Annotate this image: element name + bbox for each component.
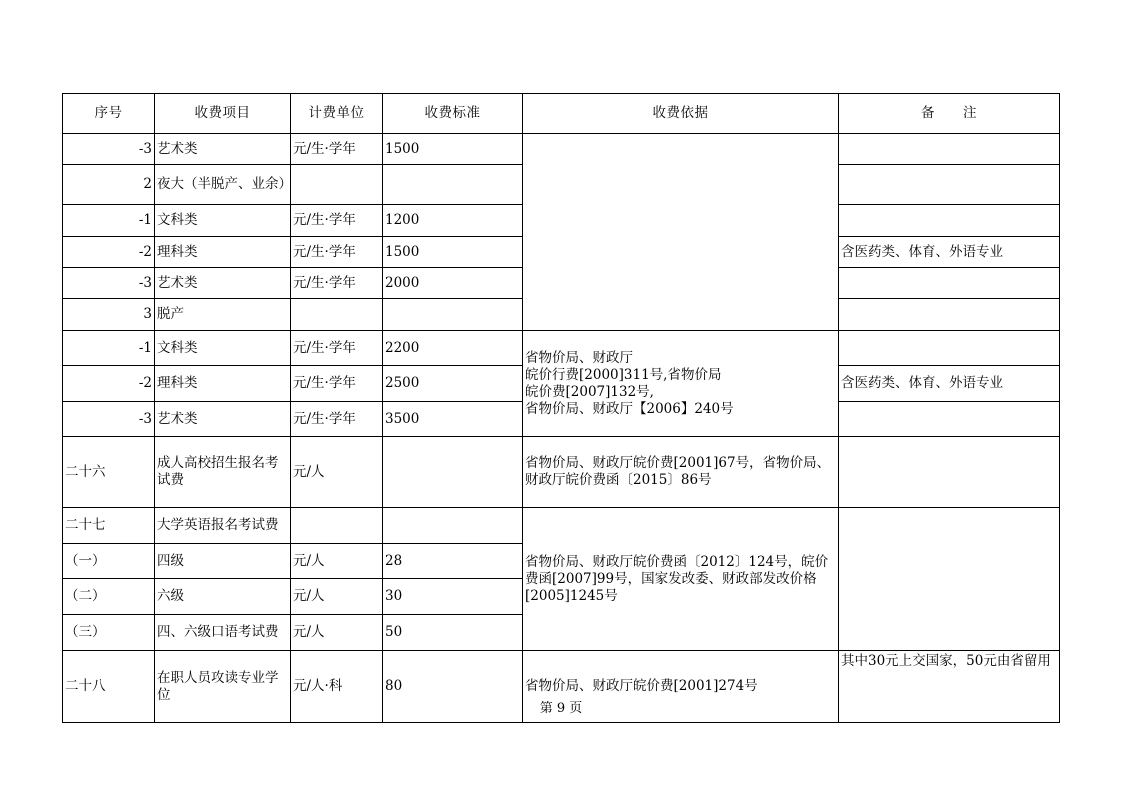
header-row [63, 94, 1060, 134]
cell-item: 理科类 [155, 237, 291, 268]
cell-unit: 元/生·学年 [291, 205, 383, 237]
cell-item: 大学英语报名考试费 [155, 508, 291, 544]
cell-seq: -1 [63, 331, 155, 366]
cell-seq: -3 [63, 402, 155, 437]
cell-unit: 元/人 [291, 437, 383, 508]
header-remark: 备 注 [839, 94, 1060, 134]
cell-unit: 元/生·学年 [291, 402, 383, 437]
cell-seq: 二十八 [63, 651, 155, 723]
table-row [63, 437, 1060, 508]
cell-item: 六级 [155, 579, 291, 615]
cell-remark [839, 134, 1060, 165]
header-unit: 计费单位 [291, 94, 383, 134]
cell-standard: 80 [383, 651, 523, 723]
cell-basis-block2 [523, 331, 839, 437]
cell-remark-block27 [839, 508, 1060, 651]
cell-unit [291, 299, 383, 331]
cell-seq: -3 [63, 268, 155, 299]
cell-standard: 28 [383, 544, 523, 579]
cell-remark: 含医药类、体育、外语专业 [839, 237, 1060, 268]
cell-seq: 2 [63, 165, 155, 205]
page-number: 第 9 页 [539, 701, 583, 716]
cell-standard: 1500 [383, 134, 523, 165]
cell-unit: 元/人·科 [291, 651, 383, 723]
cell-seq: -1 [63, 205, 155, 237]
cell-remark [839, 165, 1060, 205]
cell-remark [839, 299, 1060, 331]
cell-standard: 50 [383, 615, 523, 651]
cell-item: 四级 [155, 544, 291, 579]
table-row [63, 331, 1060, 366]
fee-table [62, 93, 1060, 723]
cell-standard: 2500 [383, 366, 523, 402]
cell-seq: （二） [63, 579, 155, 615]
cell-basis-block1 [523, 134, 839, 331]
cell-standard: 1500 [383, 237, 523, 268]
cell-remark [839, 205, 1060, 237]
cell-item: 理科类 [155, 366, 291, 402]
cell-item: 艺术类 [155, 134, 291, 165]
cell-seq: -2 [63, 237, 155, 268]
cell-standard [383, 508, 523, 544]
basis-line: 皖价费[2007]132号, [525, 383, 654, 400]
cell-standard [383, 165, 523, 205]
cell-standard: 3500 [383, 402, 523, 437]
cell-standard [383, 437, 523, 508]
cell-item: 夜大（半脱产、业余） [155, 165, 291, 205]
cell-remark [839, 437, 1060, 508]
cell-remark [839, 402, 1060, 437]
cell-unit: 元/生·学年 [291, 331, 383, 366]
cell-item: 在职人员攻读专业学位 [155, 651, 291, 723]
cell-remark: 含医药类、体育、外语专业 [839, 366, 1060, 402]
cell-item: 四、六级口语考试费 [155, 615, 291, 651]
cell-standard: 1200 [383, 205, 523, 237]
cell-unit: 元/生·学年 [291, 237, 383, 268]
header-basis: 收费依据 [523, 94, 839, 134]
cell-unit [291, 165, 383, 205]
fee-table-clip [62, 93, 1060, 703]
cell-standard [383, 299, 523, 331]
cell-item: 文科类 [155, 205, 291, 237]
cell-seq: （三） [63, 615, 155, 651]
cell-unit: 元/生·学年 [291, 366, 383, 402]
header-seq: 序号 [63, 94, 155, 134]
basis-line: 省物价局、财政厅 [525, 349, 633, 366]
cell-seq: -2 [63, 366, 155, 402]
cell-unit: 元/人 [291, 579, 383, 615]
cell-item: 艺术类 [155, 402, 291, 437]
cell-item: 脱产 [155, 299, 291, 331]
cell-standard: 2000 [383, 268, 523, 299]
cell-basis-row26: 省物价局、财政厅皖价费[2001]67号，省物价局、财政厅皖价费函〔2015〕86号 [523, 437, 839, 508]
header-item: 收费项目 [155, 94, 291, 134]
cell-standard: 2200 [383, 331, 523, 366]
basis-line: 省物价局、财政厅【2006】240号 [525, 400, 734, 417]
cell-item: 成人高校招生报名考试费 [155, 437, 291, 508]
cell-remark: 其中30元上交国家，50元由省留用 [839, 651, 1060, 723]
cell-unit: 元/生·学年 [291, 134, 383, 165]
cell-standard: 30 [383, 579, 523, 615]
cell-seq: （一） [63, 544, 155, 579]
table-row [63, 508, 1060, 544]
table-row [63, 134, 1060, 165]
cell-unit: 元/生·学年 [291, 268, 383, 299]
cell-basis-block27: 省物价局、财政厅皖价费函〔2012〕124号，皖价费函[2007]99号，国家发改委、财政部发改价格[2005]1245号 [523, 508, 839, 651]
cell-unit [291, 508, 383, 544]
cell-remark [839, 331, 1060, 366]
cell-seq: -3 [63, 134, 155, 165]
cell-seq: 二十六 [63, 437, 155, 508]
header-standard: 收费标准 [383, 94, 523, 134]
cell-seq: 3 [63, 299, 155, 331]
cell-item: 艺术类 [155, 268, 291, 299]
cell-seq: 二十七 [63, 508, 155, 544]
cell-unit: 元/人 [291, 544, 383, 579]
cell-unit: 元/人 [291, 615, 383, 651]
cell-basis-row28: 省物价局、财政厅皖价费[2001]274号 [523, 651, 839, 723]
cell-item: 文科类 [155, 331, 291, 366]
basis-line: 皖价行费[2000]311号,省物价局 [525, 366, 722, 383]
cell-remark [839, 268, 1060, 299]
